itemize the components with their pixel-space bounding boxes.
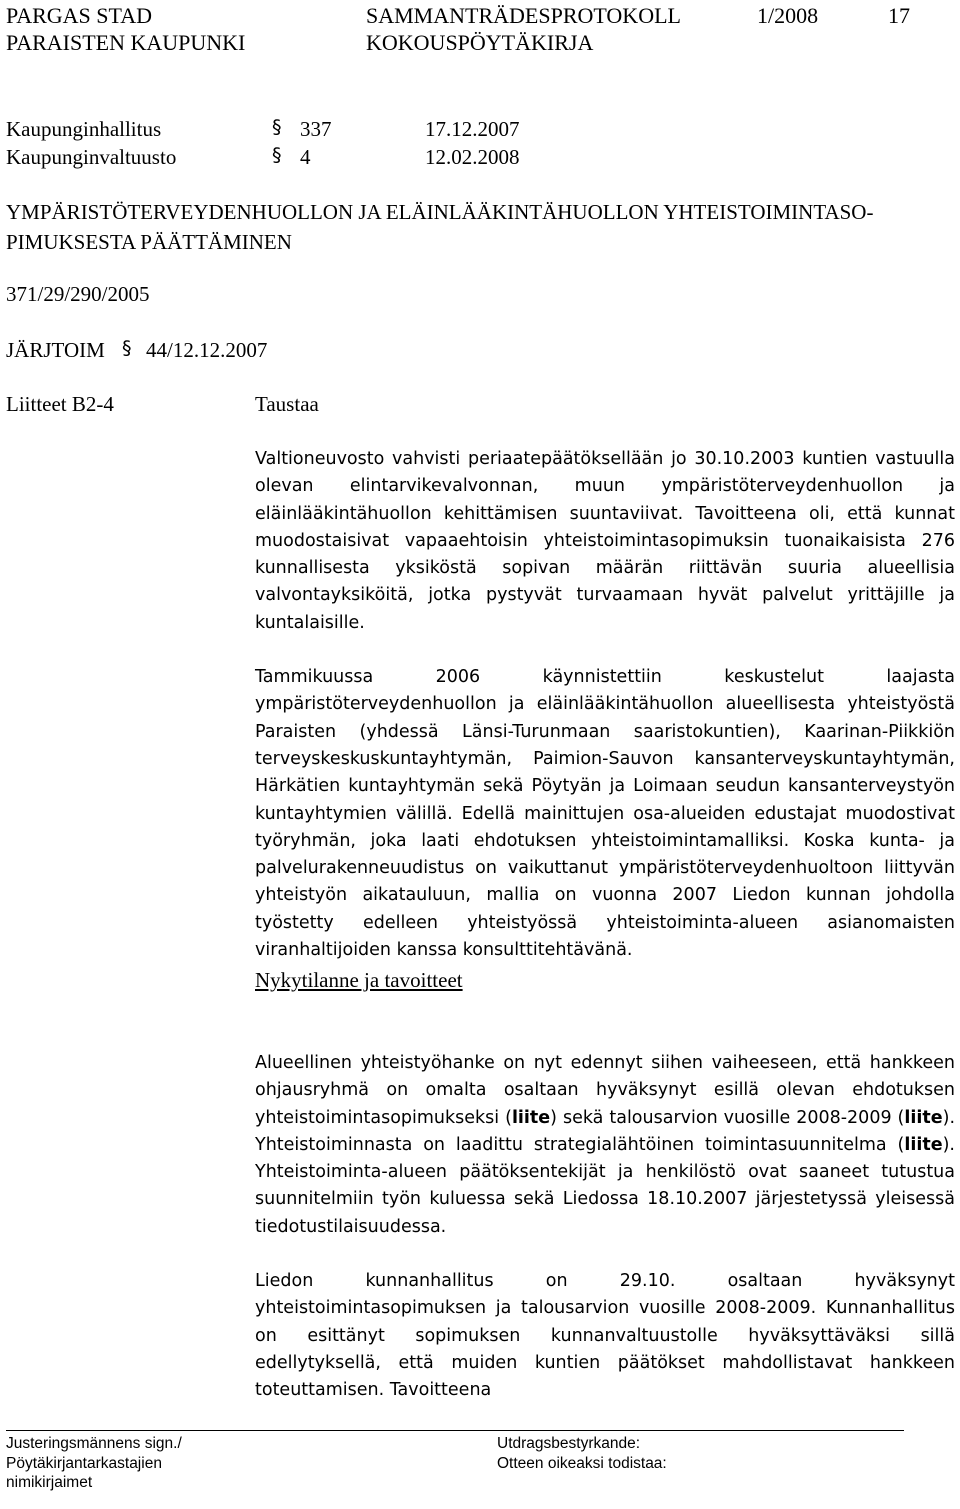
doc-type-finnish: KOKOUSPÖYTÄKIRJA (366, 30, 594, 55)
footer-signature-label-3: nimikirjaimet (6, 1474, 93, 1491)
reference-number: 371/29/290/2005 (6, 282, 150, 306)
organization-name (6, 2, 245, 56)
footer-signature-label-1: Justeringsmännens sign./ (6, 1435, 182, 1452)
paragraph (255, 1050, 955, 1241)
preparation-prefix: JÄRJTOIM (6, 338, 105, 362)
footer-certification (497, 1434, 667, 1473)
text-run: Alueellinen yhteistyöhanke on nyt edennyt siihen vaiheeseen, että hankkeen ohjausryhmä on omalta osaltaan hyväksynyt esillä olevan ehdotuksen yhteistoimintasopimukseksi ( (255, 1053, 955, 1128)
footer-certification-label-1: Utdragsbestyrkande: (497, 1435, 641, 1452)
paragraph: Tammikuussa 2006 käynnistettiin keskustelut laajasta ympäristöterveydenhuollon ja eläinlääkintähuollon alueellisesta yhteistyöstä Paraisten (yhdessä Länsi-Turunmaan saaristokuntien), Kaarinan-Piikkiön terveyskeskuskuntayhtymän, Paimion-Sauvon kansanterveyskuntayhtymän, Härkätien kuntayhtymän sekä Pöytyän ja Loimaan seudun kansanterveystyön kuntayhtymien välillä. Edellä mainittujen osa-alueiden edustajat muodostivat työryhmän, joka laati ehdotuksen yhteistoimintamalliksi. Koska kunta- ja palvelurakenneuudistus on vaikuttanut ympäristöterveydenhuoltoon liittyvän yhteistyön aikatauluun, mallia on vuonna 2007 Liedon kunnan johdolla työstetty edelleen yhteistyössä yhteistoiminta-alueen asianomaisten viranhaltijoiden kanssa konsulttitehtävänä. (255, 667, 955, 961)
section-body-current-state (255, 1050, 955, 1405)
section-sign: § (272, 116, 282, 138)
title-line-1: YMPÄRISTÖTERVEYDENHUOLLON JA ELÄINLÄÄKINTÄHUOLLON YHTEISTOIMINTASO- (6, 200, 874, 224)
meeting-date: 17.12.2007 (425, 117, 520, 141)
title-line-2: PIMUKSESTA PÄÄTTÄMINEN (6, 230, 292, 254)
paragraph: Valtioneuvosto vahvisti periaatepäätöksellään jo 30.10.2003 kuntien vastuulla olevan elintarvikevalvonnan, muun ympäristöterveydenhuollon ja eläinlääkintähuollon kehittämisen suuntaviivat. Tavoitteena oli, että kunnat muodostaisivat vapaaehtoisin yhteistoimintasopimuksin tuonaikaisista 276 kunnallisesta yksiköstä sopivan määrän riittävän suuria alueellisia valvontayksiköitä, jotka pystyvät turvaamaan hyvät palvelut yrittäjille ja kuntalaisille. (255, 449, 955, 633)
section-number: 337 (300, 117, 332, 141)
text-run: ) sekä talousarvion vuosille 2008-2009 ( (550, 1107, 905, 1128)
section-number: 4 (300, 145, 311, 169)
footer-signature-label-2: Pöytäkirjantarkastajien (6, 1454, 162, 1472)
paragraph: Liedon kunnanhallitus on 29.10. osaltaan hyväksynyt yhteistoimintasopimuksen ja talousarvion vuosille 2008-2009. Kunnanhallitus on esittänyt sopimuksen kunnanvaltuustolle hyväksyttäväksi sillä edellytyksellä, että muiden kuntien päätökset mahdollistavat hankkeen toteuttamisen. Tavoitteena (255, 1271, 955, 1401)
footer-certification-label-2: Otteen oikeaksi todistaa: (497, 1454, 667, 1472)
section-heading-current-state: Nykytilanne ja tavoitteet (255, 968, 463, 992)
page-number: 17 (888, 3, 910, 28)
meeting-row-city-council (6, 145, 906, 172)
org-line-finnish: PARAISTEN KAUPUNKI (6, 30, 246, 55)
attachments-label: Liitteet B2-4 (6, 392, 114, 416)
org-line-swedish: PARGAS STAD (6, 3, 152, 28)
issue-number: 1/2008 (757, 3, 819, 28)
meeting-row-city-board (6, 117, 906, 144)
footer-rule-left (6, 1430, 404, 1431)
doc-type-swedish: SAMMANTRÄDESPROTOKOLL (366, 3, 681, 28)
document-type (366, 2, 681, 56)
attachment-ref: liite (511, 1107, 551, 1128)
attachment-ref: liite (904, 1134, 943, 1155)
footer-signatures (6, 1434, 182, 1493)
meeting-date: 12.02.2008 (425, 145, 520, 169)
section-sign: § (122, 337, 132, 359)
text-run: ). Yhteistoiminta-alueen päätöksentekijät ja henkilöstö ovat saaneet tutustua suunnitelmiin työn kuluessa sekä Liedossa 18.10.2007 järjestetyssä yleisessä tiedotustilaisuudessa. (255, 1134, 955, 1237)
section-body-background (255, 446, 955, 964)
agenda-item-title (6, 197, 946, 257)
footer-rule-right (404, 1430, 904, 1431)
meeting-body: Kaupunginhallitus (6, 117, 162, 141)
text-run: ). Yhteistoiminnasta on laadittu strategialähtöinen toimintasuunnitelma ( (255, 1107, 956, 1155)
section-sign: § (272, 144, 282, 166)
attachment-ref: liite (904, 1107, 943, 1128)
preparation-reference (6, 338, 906, 365)
section-heading-background: Taustaa (255, 392, 319, 416)
preparation-value: 44/12.12.2007 (146, 338, 268, 362)
meeting-body: Kaupunginvaltuusto (6, 145, 177, 169)
